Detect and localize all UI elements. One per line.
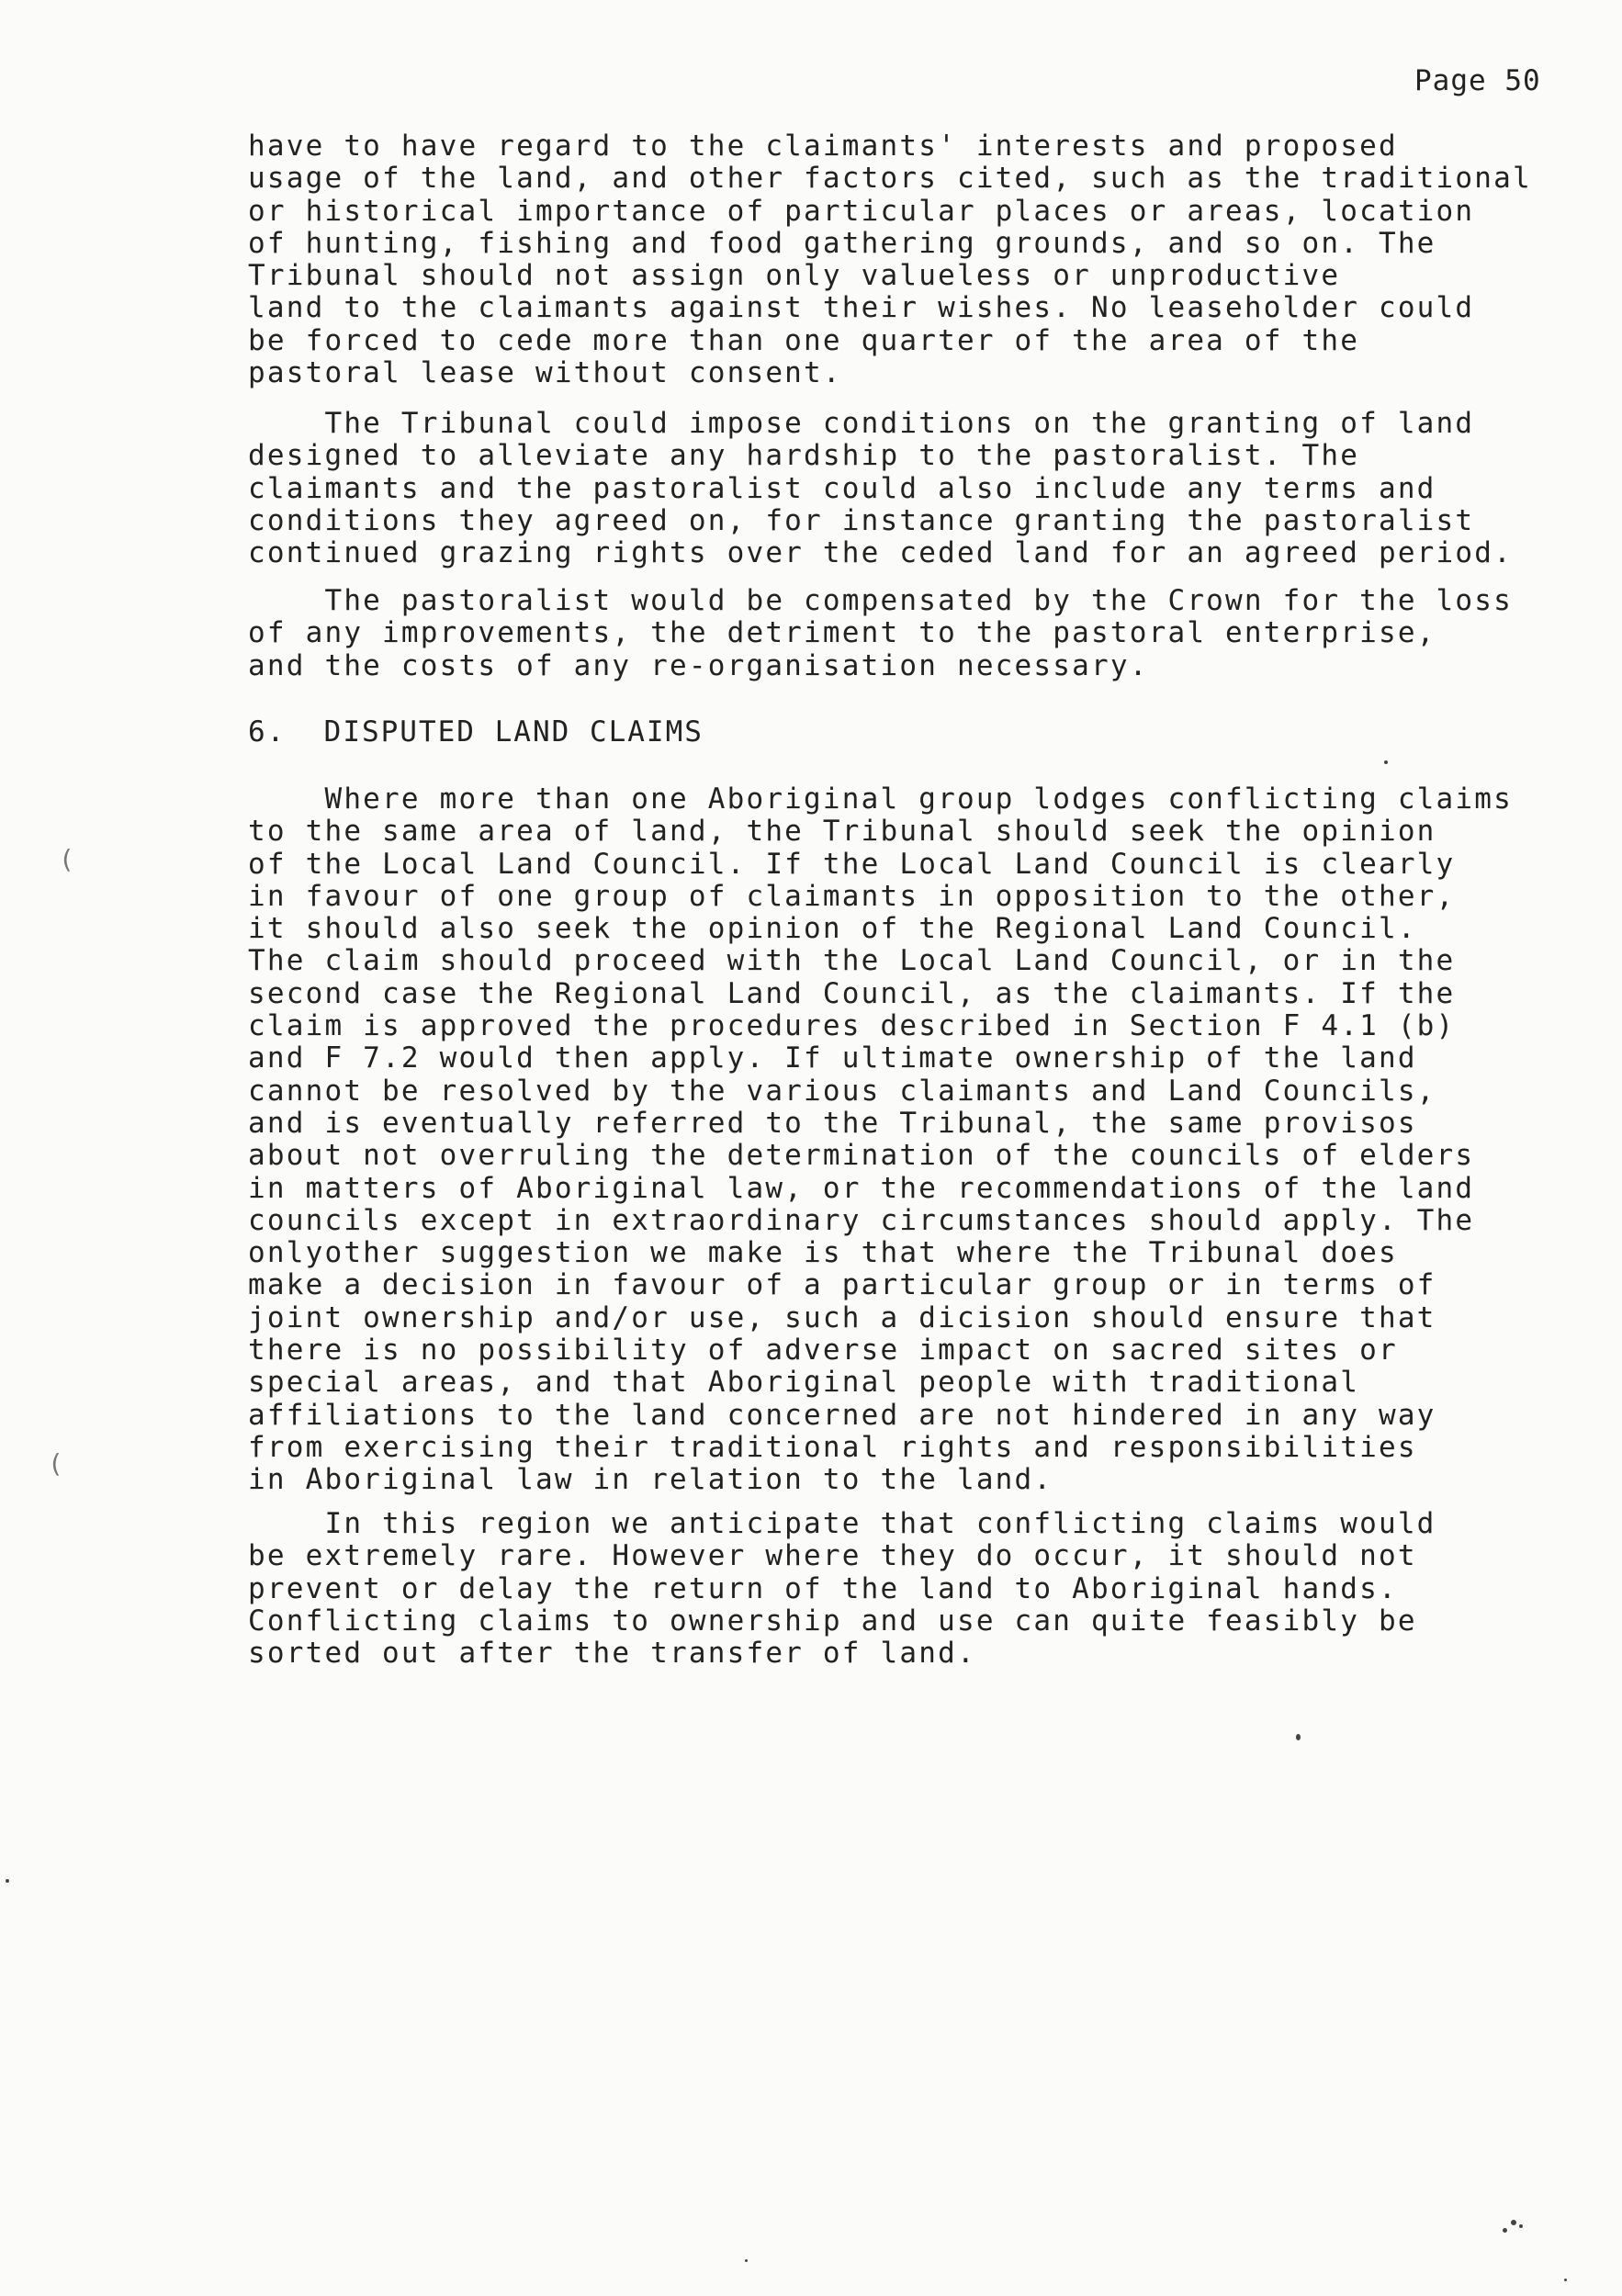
text-line: claim is approved the procedures described in Section F 4.1 (b) bbox=[248, 1009, 1456, 1043]
text-line: to the same area of land, the Tribunal should seek the opinion bbox=[248, 815, 1436, 849]
text-line: councils except in extraordinary circumstances should apply. The bbox=[248, 1203, 1475, 1237]
text-line: sorted out after the transfer of land. bbox=[248, 1637, 976, 1671]
section-heading: 6. DISPUTED LAND CLAIMS bbox=[248, 715, 704, 748]
speck-2 bbox=[1384, 760, 1388, 764]
text-line: and the costs of any re-organisation necessary. bbox=[248, 648, 1149, 682]
text-line: of hunting, fishing and food gathering grounds, and so on. The bbox=[248, 226, 1436, 260]
text-line: or historical importance of particular places or areas, location bbox=[248, 194, 1475, 228]
text-line: prevent or delay the return of the land to Aboriginal hands. bbox=[248, 1571, 1398, 1605]
paragraph-conflicting-claims bbox=[248, 783, 1598, 1497]
text-line: The claim should proceed with the Local Land Council, or in the bbox=[248, 944, 1456, 978]
text-line: land to the claimants against their wishes. No leaseholder could bbox=[248, 291, 1475, 325]
speck-6 bbox=[1519, 2224, 1523, 2228]
speck-5 bbox=[1503, 2228, 1507, 2233]
text-line: The Tribunal could impose conditions on the granting of land bbox=[248, 407, 1475, 440]
text-line: it should also seek the opinion of the Regional Land Council. bbox=[248, 912, 1417, 946]
text-line: there is no possibility of adverse impact on sacred sites or bbox=[248, 1334, 1398, 1367]
text-line: claimants and the pastoralist could also include any terms and bbox=[248, 471, 1436, 505]
text-line: from exercising their traditional rights and responsibilities bbox=[248, 1430, 1417, 1464]
speck-1 bbox=[1296, 1734, 1301, 1740]
text-line: joint ownership and/or use, such a dicision should ensure that bbox=[248, 1300, 1436, 1334]
text-line: Conflicting claims to ownership and use can quite feasibly be bbox=[248, 1604, 1417, 1638]
page-number: Page 50 bbox=[1414, 64, 1541, 97]
paragraph-compensation bbox=[248, 585, 1598, 682]
speck-7 bbox=[745, 2259, 748, 2262]
text-line: pastoral lease without consent. bbox=[248, 356, 842, 390]
speck-8 bbox=[1564, 2279, 1567, 2281]
speck-4 bbox=[1511, 2220, 1516, 2225]
text-line: in matters of Aboriginal law, or the recommendations of the land bbox=[248, 1171, 1475, 1205]
text-line: second case the Regional Land Council, as the claimants. If the bbox=[248, 976, 1456, 1010]
text-line: Where more than one Aboriginal group lodges conflicting claims bbox=[248, 782, 1513, 816]
paragraph-tribunal-conditions bbox=[248, 408, 1598, 569]
text-line: and F 7.2 would then apply. If ultimate ownership of the land bbox=[248, 1041, 1417, 1075]
speck-3 bbox=[6, 1879, 9, 1883]
text-line: special areas, and that Aboriginal people with traditional bbox=[248, 1366, 1360, 1400]
text-line: of any improvements, the detriment to the pastoral enterprise, bbox=[248, 616, 1436, 650]
text-line: The pastoralist would be compensated by the Crown for the loss bbox=[248, 584, 1513, 617]
text-line: make a decision in favour of a particular group or in terms of bbox=[248, 1268, 1436, 1302]
text-line: be extremely rare. However where they do occur, it should not bbox=[248, 1539, 1417, 1573]
text-line: usage of the land, and other factors cited, such as the traditional bbox=[248, 162, 1532, 196]
text-line: in Aboriginal law in relation to the land. bbox=[248, 1463, 1053, 1497]
paragraph-anticipated-rarity bbox=[248, 1508, 1598, 1670]
text-line: affiliations to the land concerned are not hindered in any way bbox=[248, 1398, 1436, 1432]
text-line: cannot be resolved by the various claimants and Land Councils, bbox=[248, 1074, 1436, 1108]
text-line: have to have regard to the claimants' interests and proposed bbox=[248, 129, 1398, 163]
text-line: and is eventually referred to the Tribunal, the same provisos bbox=[248, 1106, 1417, 1140]
margin-mark-1: ( bbox=[59, 844, 74, 874]
text-line: of the Local Land Council. If the Local Land Council is clearly bbox=[248, 847, 1456, 881]
text-line: In this region we anticipate that conflicting claims would bbox=[248, 1507, 1436, 1540]
text-line: designed to alleviate any hardship to the pastoralist. The bbox=[248, 439, 1360, 473]
text-line: onlyother suggestion we make is that where the Tribunal does bbox=[248, 1236, 1398, 1270]
text-line: about not overruling the determination of the councils of elders bbox=[248, 1139, 1475, 1173]
paragraph-continuation bbox=[248, 130, 1598, 389]
text-line: in favour of one group of claimants in opposition to the other, bbox=[248, 879, 1456, 913]
text-line: continued grazing rights over the ceded land for an agreed period. bbox=[248, 536, 1513, 570]
text-line: conditions they agreed on, for instance granting the pastoralist bbox=[248, 503, 1475, 537]
text-line: Tribunal should not assign only valueless or unproductive bbox=[248, 259, 1341, 293]
margin-mark-2: ( bbox=[48, 1448, 63, 1479]
text-line: be forced to cede more than one quarter of the area of the bbox=[248, 323, 1360, 357]
